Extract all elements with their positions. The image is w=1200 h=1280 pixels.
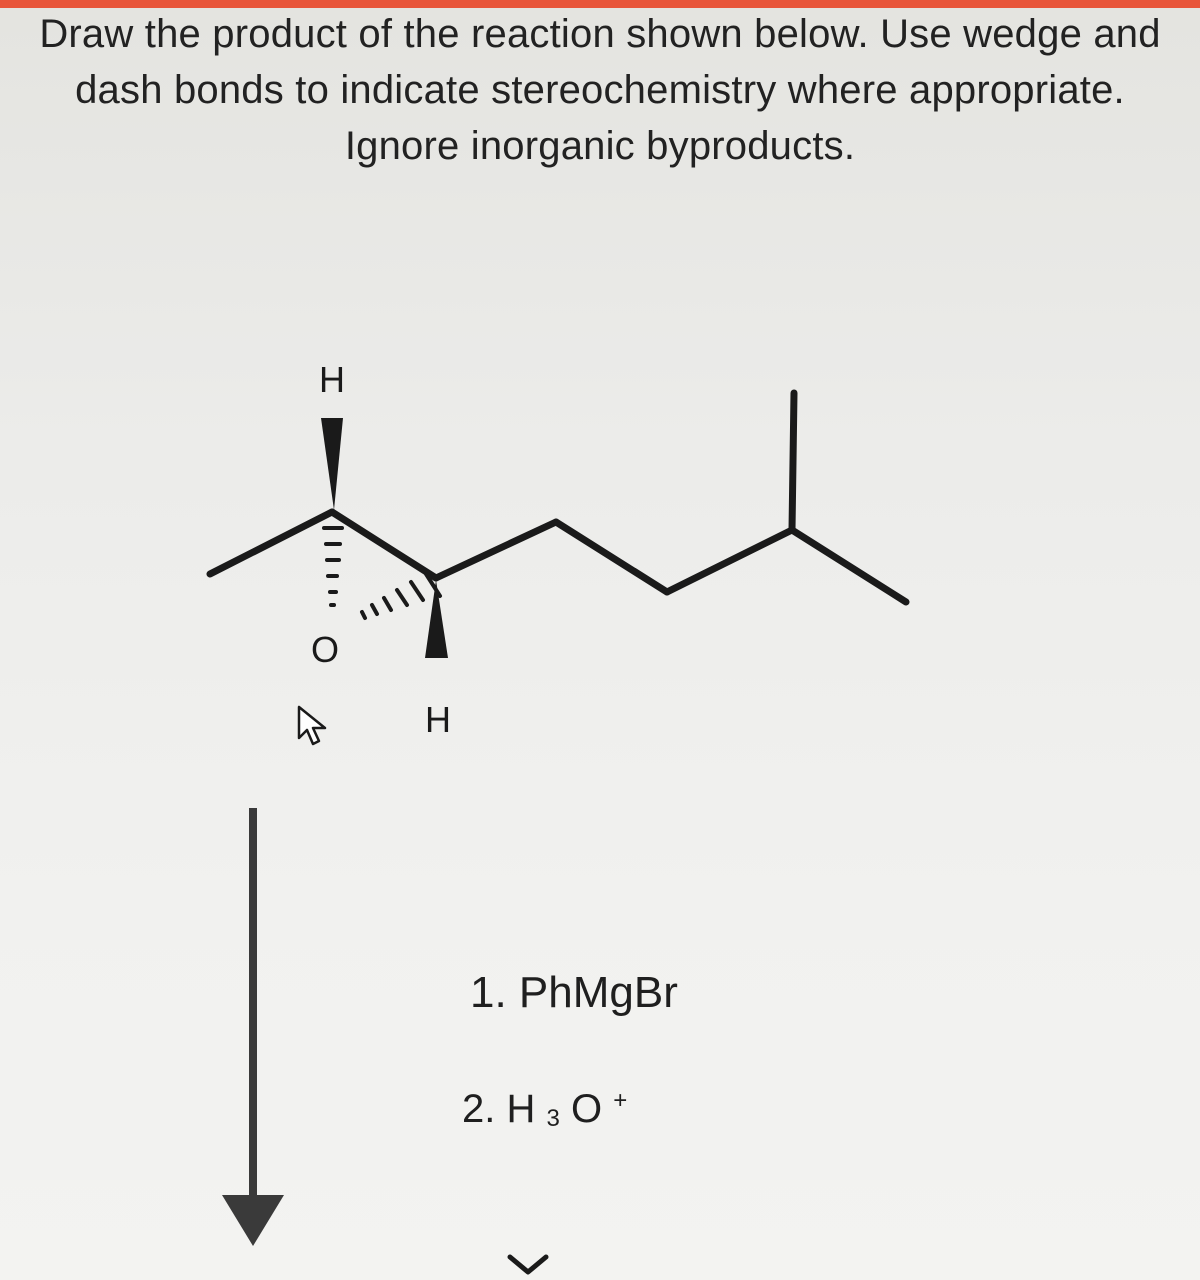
hashed-bond-c2-o	[362, 574, 440, 618]
atom-h-top: H	[319, 359, 345, 400]
atom-h-bottom: H	[425, 699, 451, 740]
bond-c2-c3	[436, 522, 556, 578]
reagent-step-1: 1. PhMgBr	[470, 968, 678, 1017]
reagent-step-2-prefix: 2. H	[462, 1087, 536, 1131]
skeletal-structure	[210, 393, 906, 602]
reagent-step-2	[462, 1087, 627, 1135]
bond-methyl-c1	[210, 512, 332, 574]
bond-c3-c4	[556, 522, 667, 592]
bond-c4-c5	[667, 530, 792, 592]
reagent-step-2-oxygen: O	[570, 1087, 603, 1131]
bond-c5-methyl-right	[792, 530, 906, 602]
atom-o-epoxide: O	[310, 629, 340, 670]
bond-c1-c2	[332, 512, 436, 578]
question-line-3: Ignore inorganic byproducts.	[344, 124, 856, 168]
question-line-1: Draw the product of the reaction shown below. Use wedge and	[39, 12, 1161, 56]
hashed-bond-c1-o	[324, 528, 342, 605]
wedge-bond-h-top	[321, 418, 343, 510]
reagent-step-2-subscript: 3	[546, 1105, 560, 1132]
chevron-down-icon[interactable]	[510, 1257, 546, 1272]
question-line-2: dash bonds to indicate stereochemistry where appropriate.	[75, 68, 1125, 112]
reaction-arrow-icon	[222, 808, 284, 1246]
reagent-step-2-superscript: +	[613, 1087, 628, 1114]
bond-c5-methyl-up	[792, 393, 794, 530]
mouse-pointer-icon	[299, 707, 325, 744]
